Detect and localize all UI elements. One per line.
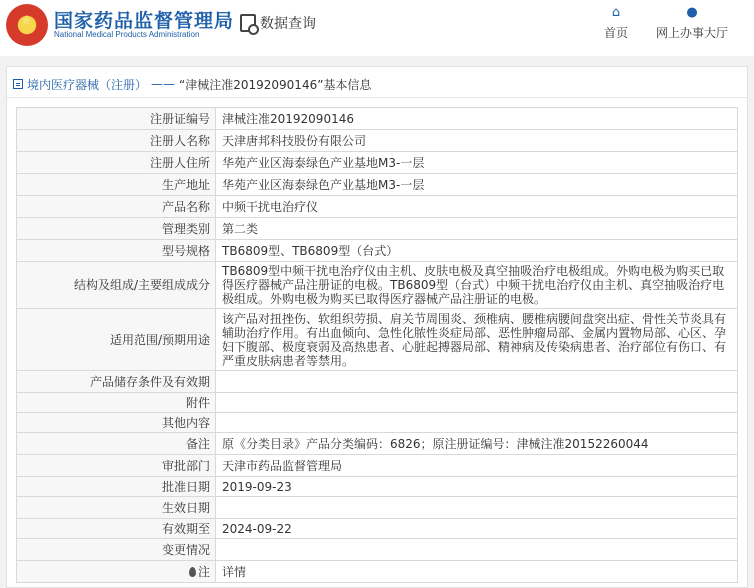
field-value: 华苑产业区海泰绿色产业基地M3-一层 xyxy=(216,174,738,196)
field-value: TB6809型中频干扰电治疗仪由主机、皮肤电极及真空抽吸治疗电极组成。外购电极为购买已取得医疗器械产品注册证的电极。TB6809型（台式）中频干扰电治疗仪由主机、真空抽吸治疗电极组成。外购电极为购买已取得医疗器械产品注册证的电极。 xyxy=(216,262,738,309)
table-row xyxy=(17,539,738,561)
breadcrumb-separator: —— xyxy=(151,77,176,91)
table-row xyxy=(17,393,738,413)
note-label: 注 xyxy=(197,564,210,579)
nav-online-service-hall[interactable] xyxy=(652,6,732,41)
table-row xyxy=(17,413,738,433)
note-label-cell xyxy=(17,561,216,583)
field-value: 第二类 xyxy=(216,218,738,240)
table-row xyxy=(17,196,738,218)
field-label: 产品储存条件及有效期 xyxy=(17,371,216,393)
table-row xyxy=(17,477,738,497)
field-label: 注册人名称 xyxy=(17,130,216,152)
field-label: 结构及组成/主要组成成分 xyxy=(17,262,216,309)
site-title[interactable]: 国家药品监督管理局 xyxy=(54,10,235,32)
list-icon xyxy=(13,79,23,89)
site-header xyxy=(0,0,754,48)
field-label: 产品名称 xyxy=(17,196,216,218)
field-value: 2024-09-22 xyxy=(216,519,738,539)
home-icon: ⌂ xyxy=(611,5,621,20)
field-value xyxy=(216,497,738,519)
field-label: 生产地址 xyxy=(17,174,216,196)
table-row xyxy=(17,108,738,130)
table-row xyxy=(17,433,738,455)
field-label: 适用范围/预期用途 xyxy=(17,309,216,371)
field-value: 天津市药品监督管理局 xyxy=(216,455,738,477)
field-value xyxy=(216,393,738,413)
field-label: 注册人住所 xyxy=(17,152,216,174)
field-value: 天津唐邦科技股份有限公司 xyxy=(216,130,738,152)
site-subtitle: National Medical Products Administration xyxy=(54,30,200,39)
user-icon: ● xyxy=(686,5,698,20)
nav-home[interactable] xyxy=(598,6,634,41)
field-label: 其他内容 xyxy=(17,413,216,433)
field-value xyxy=(216,413,738,433)
field-value: 该产品对扭挫伤、软组织劳损、肩关节周围炎、颈椎病、腰椎病腰间盘突出症、骨性关节炎具有辅助治疗作用。有出血倾向、急性化脓性炎症局部、恶性肿瘤局部、金属内置物局部、心区、孕妇下腹部、极度衰弱及高热患者、心脏起搏器局部、精神病及传染病患者、治疗部位有伤口、有严重皮肤病患者等禁用。 xyxy=(216,309,738,371)
breadcrumb-title: “津械注准20192090146”基本信息 xyxy=(179,77,372,92)
registration-info-table xyxy=(16,107,738,583)
field-label: 审批部门 xyxy=(17,455,216,477)
field-value: 华苑产业区海泰绿色产业基地M3-一层 xyxy=(216,152,738,174)
table-row xyxy=(17,262,738,309)
table-row xyxy=(17,455,738,477)
field-value: 津械注准20192090146 xyxy=(216,108,738,130)
field-label: 附件 xyxy=(17,393,216,413)
field-value: 原《分类目录》产品分类编码：6826；原注册证编号：津械注准20152260044 xyxy=(216,433,738,455)
national-emblem-logo: ★ xyxy=(6,4,48,46)
field-label: 管理类别 xyxy=(17,218,216,240)
table-row xyxy=(17,309,738,371)
nav-online-service-hall-label: 网上办事大厅 xyxy=(655,26,728,40)
table-row xyxy=(17,497,738,519)
field-label: 变更情况 xyxy=(17,539,216,561)
data-search-icon xyxy=(240,14,256,32)
field-value: 中频干扰电治疗仪 xyxy=(216,196,738,218)
field-value xyxy=(216,371,738,393)
table-row xyxy=(17,519,738,539)
field-value: 2019-09-23 xyxy=(216,477,738,497)
nav-home-label: 首页 xyxy=(603,26,628,40)
detail-panel xyxy=(6,66,748,588)
breadcrumb-divider xyxy=(7,97,747,98)
field-label: 有效期至 xyxy=(17,519,216,539)
details-link[interactable]: 详情 xyxy=(216,561,738,583)
field-value xyxy=(216,539,738,561)
field-label: 生效日期 xyxy=(17,497,216,519)
table-row xyxy=(17,130,738,152)
table-row xyxy=(17,371,738,393)
table-row xyxy=(17,152,738,174)
field-label: 注册证编号 xyxy=(17,108,216,130)
table-row xyxy=(17,240,738,262)
pin-icon xyxy=(189,567,196,577)
table-row xyxy=(17,174,738,196)
breadcrumb xyxy=(13,73,371,95)
table-row-note xyxy=(17,561,738,583)
field-label: 型号规格 xyxy=(17,240,216,262)
field-label: 备注 xyxy=(17,433,216,455)
data-query-label: 数据查询 xyxy=(260,16,316,32)
table-row xyxy=(17,218,738,240)
data-query-link[interactable] xyxy=(240,12,316,34)
breadcrumb-category[interactable]: 境内医疗器械（注册） xyxy=(27,77,148,92)
field-label: 批准日期 xyxy=(17,477,216,497)
field-value: TB6809型、TB6809型（台式） xyxy=(216,240,738,262)
